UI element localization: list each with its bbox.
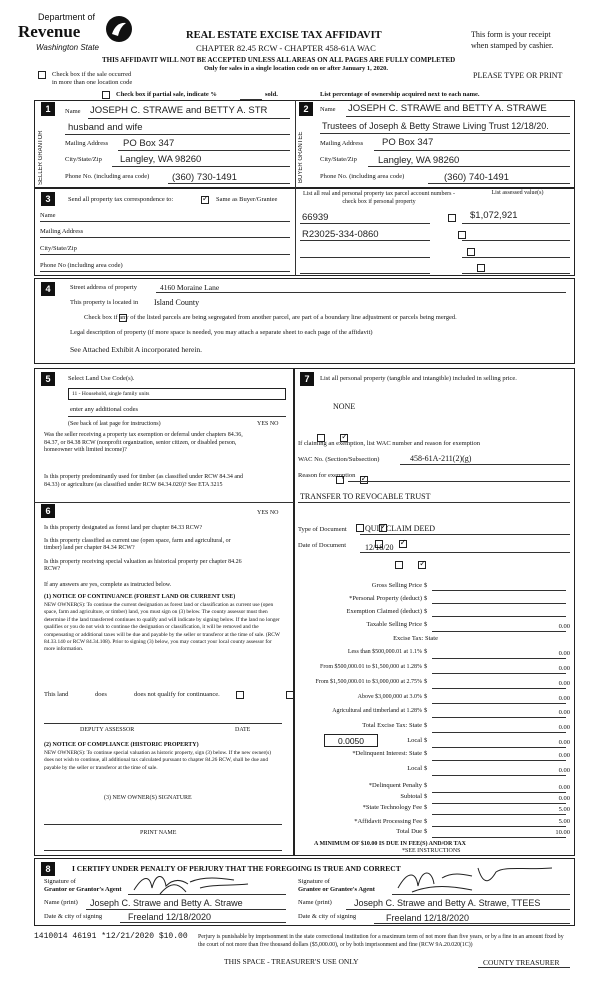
tax-b3-line <box>432 688 566 689</box>
same-as-buyer-label: Same as Buyer/Grantee <box>216 196 278 203</box>
treasurer-line <box>478 967 570 968</box>
notice-1-title: (1) NOTICE OF CONTINUANCE (FOREST LAND OR CURRENT USE) <box>44 594 236 600</box>
doc-type-label: Type of Document <box>298 526 347 533</box>
assessed-header: List assessed value(s) <box>491 190 544 196</box>
s1-phone-label: Phone No. (including area code) <box>65 173 150 180</box>
s6-q3-yes[interactable] <box>395 561 403 569</box>
land-use-value: 11 - Household, single family units <box>72 391 150 397</box>
tax-excise-label: Excise Tax: State <box>393 635 438 642</box>
tax-subtotal-label: Subtotal <box>400 793 422 800</box>
s1-city-label: City/State/Zip <box>65 156 102 163</box>
grantee-name-label: Name (print) <box>298 899 332 906</box>
tax-ag-line <box>432 717 566 718</box>
s1-mail-line <box>118 150 290 151</box>
tax-delinq-state-dollar: $ <box>424 750 428 757</box>
s6-ifany: If any answers are yes, complete as instructed below. <box>44 582 172 588</box>
receipt-line1: This form is your receipt <box>471 30 551 39</box>
s6-q1: Is this property designated as forest land per chapter 84.33 RCW? <box>44 525 203 531</box>
county-treasurer: COUNTY TREASURER <box>483 958 560 967</box>
s1-phone-line <box>168 183 290 184</box>
divider-3 <box>295 188 296 276</box>
wac-value[interactable]: 458-61A-211(2)(g) <box>410 454 472 463</box>
grantee-name-line <box>346 909 570 910</box>
pct-instruction: List percentage of ownership acquired next to each name. <box>320 91 480 98</box>
tax-local2-value: 0.00 <box>558 767 570 774</box>
grantor-name-line <box>86 909 286 910</box>
tax-penalty-dollar: $ <box>424 782 428 789</box>
send-label: Send all property tax correspondence to: <box>68 196 174 203</box>
section-5-number: 5 <box>41 372 55 386</box>
tax-tech-line <box>432 814 566 815</box>
section-7-number: 7 <box>300 372 314 386</box>
reason-line2 <box>298 502 570 503</box>
reason-value[interactable]: TRANSFER TO REVOCABLE TRUST <box>300 492 431 501</box>
s2-phone-label: Phone No. (including area code) <box>320 173 405 180</box>
tax-b3-dollar: $ <box>424 678 428 685</box>
tax-b2-dollar: $ <box>424 663 428 670</box>
parcel-line-2 <box>300 240 430 241</box>
tax-b1-label: Less than $500,000.01 at 1.1% <box>347 649 422 655</box>
state-label: Washington State <box>36 43 100 52</box>
s1-name-line <box>88 118 290 119</box>
tax-penalty-line <box>432 792 566 793</box>
tax-affidavit-label: *Affidavit Processing Fee <box>354 818 422 825</box>
reason-label: Reason for exemption <box>298 472 356 479</box>
new-owner-sig-label: (3) NEW OWNER(S) SIGNATURE <box>104 795 192 801</box>
seller-side-label: SELLER GRANTOR <box>38 130 44 185</box>
type-print: PLEASE TYPE OR PRINT <box>473 71 563 80</box>
street-value[interactable]: 4160 Moraine Lane <box>160 283 220 292</box>
s3-name-line <box>40 221 290 222</box>
assessed-value-1[interactable]: $1,072,921 <box>470 210 518 221</box>
tax-local2-label: Local <box>407 765 422 772</box>
s5-q1: Was the seller receiving a property tax exemption or deferral under chapters 84.36, 84.37, or 84.38 RCW (nonprofit organization, senior citizen, or disabled person, homeowner with limited income)? <box>44 432 243 453</box>
sold-label: sold. <box>265 91 278 98</box>
tax-subtotal-value: 0.00 <box>558 795 570 802</box>
buyer-side-label: BUYER GRANTEE <box>298 131 304 184</box>
s2-name2-line <box>320 133 570 134</box>
tax-gross-dollar: $ <box>424 582 428 589</box>
tax-delinq-state-line <box>432 760 566 761</box>
seller-phone[interactable]: (360) 730-1491 <box>172 172 237 183</box>
reason-line <box>348 481 570 482</box>
personal-prop-checkbox-1[interactable] <box>448 214 456 222</box>
partial-sale-checkbox[interactable] <box>102 91 110 99</box>
buyer-phone[interactable]: (360) 740-1491 <box>444 172 509 183</box>
tax-minimum: A MINIMUM OF $10.00 IS DUE IN FEE(S) AND/OR TAX <box>314 841 466 847</box>
s6-q3: Is this property receiving special valuation as historical property per chapter 84.26 RCW? <box>44 559 242 572</box>
value-line-4 <box>462 273 570 274</box>
revenue-logo-icon <box>104 14 134 44</box>
s1-mail-label: Mailing Address <box>65 140 109 147</box>
this-land-label: This land <box>44 691 69 698</box>
tax-ag-value: 0.00 <box>558 709 570 716</box>
value-line-3 <box>462 257 570 258</box>
grantee-date[interactable]: Freeland 12/18/2020 <box>386 913 470 923</box>
form-title: REAL ESTATE EXCISE TAX AFFIDAVIT <box>186 30 382 41</box>
tax-b3-value: 0.00 <box>558 680 570 687</box>
tax-affidavit-dollar: $ <box>424 818 428 825</box>
personal-prop-checkbox-3[interactable] <box>467 248 475 256</box>
grantee-sig-line <box>392 894 570 895</box>
cashier-stamp: 1410014 46191 *12/21/2020 $10.00 <box>34 932 188 941</box>
s2-mail-label: Mailing Address <box>320 140 364 147</box>
receipt-line2: when stamped by cashier. <box>471 41 554 50</box>
seller-city[interactable]: Langley, WA 98260 <box>120 154 202 165</box>
s6-yes-no: YES NO <box>257 510 279 516</box>
parcel-line-1 <box>300 223 430 224</box>
parcel-line-4 <box>300 273 430 274</box>
grantor-sig-line <box>128 894 286 895</box>
seller-name[interactable]: JOSEPH C. STRAWE and BETTY A. STR <box>90 105 268 116</box>
parcels-header: List all real and personal property tax parcel account numbers - check box if personal property <box>303 191 455 205</box>
tax-ag-dollar: $ <box>424 707 428 714</box>
tax-b3-label: From $1,500,000.01 to $3,000,000 at 2.75% <box>315 679 422 685</box>
tax-affidavit-line <box>432 826 566 827</box>
additional-codes-label: enter any additional codes <box>70 406 139 413</box>
section-1-number: 1 <box>41 102 55 116</box>
multi-location-label: Check box if the sale occurred <box>52 71 132 78</box>
tax-see: *SEE INSTRUCTIONS <box>402 848 461 854</box>
s6-q2: Is this property classified as current use (open space, farm and agricultural, or timber) land per chapter 84.34 RCW? <box>44 538 231 551</box>
grantee-date-line <box>374 923 570 924</box>
doc-date-line <box>360 552 570 553</box>
tax-b1-dollar: $ <box>424 648 428 655</box>
grantor-name[interactable]: Joseph C. Strawe and Betty A. Strawe <box>90 898 243 908</box>
land-use-select[interactable] <box>68 388 286 400</box>
land-use-label: Select Land Use Code(s). <box>68 375 135 382</box>
s2-phone-line <box>428 183 570 184</box>
tax-gross-line[interactable] <box>432 590 566 591</box>
s2-name-label: Name <box>320 106 336 113</box>
s3-phone-line <box>40 271 290 272</box>
tax-b1-line <box>432 658 566 659</box>
grantee-signature-icon[interactable] <box>392 862 562 896</box>
tax-personal-line[interactable] <box>432 603 566 604</box>
s6-q1-yes[interactable] <box>356 524 364 532</box>
s3-mail-label: Mailing Address <box>40 228 84 235</box>
tax-total-state-label: Total Excise Tax: State <box>362 722 422 729</box>
grantee-sig-label: Signature of <box>298 878 330 885</box>
tax-local-line <box>432 747 566 748</box>
personal-prop-checkbox-2[interactable] <box>458 231 466 239</box>
tax-local-label: Local <box>407 737 422 744</box>
s1-name-label: Name <box>65 108 81 115</box>
same-as-buyer-checkbox[interactable] <box>201 196 209 204</box>
tax-b4-dollar: $ <box>424 693 428 700</box>
grantee-name[interactable]: Joseph C. Strawe and Betty A. Strawe, TTEES <box>354 898 541 908</box>
local-rate-box[interactable] <box>324 734 378 747</box>
multi-location-checkbox[interactable] <box>38 71 46 79</box>
tax-table <box>296 578 574 853</box>
warning-text: THIS AFFIDAVIT WILL NOT BE ACCEPTED UNLESS ALL AREAS ON ALL PAGES ARE FULLY COMPLETED <box>102 56 456 64</box>
parcel-1[interactable]: 66939 <box>302 212 329 223</box>
tax-b2-value: 0.00 <box>558 665 570 672</box>
grantor-sig-label2: Grantor or Grantor's Agent <box>44 886 122 893</box>
grantor-name-label: Name (print) <box>44 899 78 906</box>
legal-value[interactable]: See Attached Exhibit A incorporated herein. <box>70 345 203 354</box>
dept-label: Department of <box>38 12 96 22</box>
tax-ag-label: Agricultural and timberland at 1.28% <box>332 708 422 714</box>
print-name-line[interactable] <box>44 850 282 851</box>
section-6-number: 6 <box>41 504 55 518</box>
tax-penalty-value: 0.00 <box>558 784 570 791</box>
treasurer-space: THIS SPACE - TREASURER'S USE ONLY <box>224 957 359 966</box>
divider-1-2 <box>295 100 296 188</box>
tax-personal-dollar: $ <box>424 595 428 602</box>
buyer-name2[interactable]: Trustees of Joseph & Betty Strawe Living Trust 12/18/20. <box>322 121 549 131</box>
tax-taxable-dollar: $ <box>424 621 428 628</box>
s3-mail-line <box>40 237 290 238</box>
tax-b4-value: 0.00 <box>558 695 570 702</box>
seller-name2[interactable]: husband and wife <box>68 122 143 133</box>
parcel-2[interactable]: R23025-334-0860 <box>302 229 379 240</box>
s1-name2-line <box>65 134 290 135</box>
grantee-date-label: Date & city of signing <box>298 913 357 920</box>
deputy-label: DEPUTY ASSESSOR <box>80 727 135 733</box>
personal-list-value[interactable]: NONE <box>333 402 356 411</box>
see-back-label: (See back of last page for instructions) <box>68 421 161 427</box>
tax-local2-dollar: $ <box>424 765 428 772</box>
tax-tech-value: 5.00 <box>558 806 570 813</box>
section-3-number: 3 <box>41 192 55 206</box>
grantee-sig-label2: Grantee or Grantee's Agent <box>298 886 375 893</box>
print-name-label: PRINT NAME <box>140 830 177 836</box>
county-value[interactable]: Island County <box>154 298 200 307</box>
form-chapter: CHAPTER 82.45 RCW - CHAPTER 458-61A WAC <box>196 43 376 53</box>
parcel-line-3 <box>300 257 430 258</box>
doc-type-line <box>360 534 570 535</box>
additional-codes-line <box>68 416 286 417</box>
tax-total-line <box>432 837 566 838</box>
s5-s6-divider <box>34 502 294 503</box>
s5-yes-no: YES NO <box>257 421 279 427</box>
s3-name-label: Name <box>40 212 56 219</box>
tax-total-dollar: $ <box>424 828 428 835</box>
tax-b4-line <box>432 703 566 704</box>
located-label: This property is located in <box>70 299 139 306</box>
grantor-date-line <box>120 922 286 923</box>
not-qualify-label: does not qualify for continuance. <box>134 691 220 698</box>
tax-taxable-value: 0.00 <box>558 623 570 630</box>
tax-gross-label: Gross Selling Price <box>371 582 422 589</box>
tax-total-label: Total Due <box>396 828 422 835</box>
tax-exemption-dollar: $ <box>424 608 428 615</box>
tax-taxable-line <box>432 631 566 632</box>
personal-list-label: List all personal property (tangible and intangible) included in selling price. <box>320 375 517 382</box>
tax-local2-line <box>432 775 566 776</box>
personal-prop-checkbox-4[interactable] <box>477 264 485 272</box>
tax-personal-label: *Personal Property (deduct) <box>349 595 422 602</box>
grantor-date-label: Date & city of signing <box>44 913 103 920</box>
tax-tech-dollar: $ <box>424 804 428 811</box>
s2-name-line <box>346 116 570 117</box>
segregated-label: Check box if any of the listed parcels are being segregated from another parcel, are part of a boundary line adjustment or parcels being merged. <box>84 314 457 321</box>
perjury-text: Perjury is punishable by imprisonment in the state correctional institution for a maximum term of not more than five years, or by a fine in an amount fixed by the court of not more than five thousand dollars ($5,000.00), or by both imprisonment and fine (RCW 9A.20.020(1C)) <box>198 934 564 948</box>
s2-city-label: City/State/Zip <box>320 156 357 163</box>
s6-q2-no[interactable] <box>399 540 407 548</box>
tax-subtotal-line <box>432 803 566 804</box>
certify-text: I CERTIFY UNDER PENALTY OF PERJURY THAT THE FOREGOING IS TRUE AND CORRECT <box>72 864 401 873</box>
notice-1-text: NEW OWNER(S): To continue the current designation as forest land or classification as current use (open space, farm and agriculture, or timber) land, you must sign on (3) below. The county assessor must then determine if the land transferred continues to qualify and will indicate by signing below. If the land no longer qualifies or you do not wish to continue the designation or classification, it will be removed and the compensating or additional taxes will be due and payable by the seller or transferor at the time of sale. (RCW 84.33.140 or RCW 84.34.108). Prior to signing (3) below, you may contact your local county assessor for more information. <box>44 602 280 653</box>
tax-exemption-label: Exemption Claimed (deduct) <box>346 608 422 615</box>
multi-location-label2: in more than one location code <box>52 79 133 86</box>
revenue-label: Revenue <box>18 22 81 41</box>
s3-city-line <box>40 254 290 255</box>
section-2-number: 2 <box>299 102 313 116</box>
buyer-city[interactable]: Langley, WA 98260 <box>378 155 460 166</box>
tax-total-state-line <box>432 732 566 733</box>
wac-line <box>400 464 570 465</box>
section-8-number: 8 <box>41 862 55 876</box>
does-label: does <box>95 691 107 698</box>
street-line <box>156 292 566 293</box>
s1-city-line <box>112 166 290 167</box>
tax-b2-line <box>432 673 566 674</box>
tax-total-state-value: 0.00 <box>558 724 570 731</box>
buyer-mail[interactable]: PO Box 347 <box>382 137 434 148</box>
deputy-date-label: DATE <box>235 727 251 733</box>
s3-phone-label: Phone No (including area code) <box>40 262 123 269</box>
tax-local-value: 0.00 <box>558 739 570 746</box>
buyer-name[interactable]: JOSEPH C. STRAWE and BETTY A. STRAWE <box>348 103 547 114</box>
notice-2-title: (2) NOTICE OF COMPLIANCE (HISTORIC PROPERTY) <box>44 742 199 748</box>
local-rate-value: 0.0050 <box>338 736 364 746</box>
value-line-1 <box>462 223 570 224</box>
dept-logo <box>14 10 134 56</box>
wac-label: WAC No. (Section/Subsection) <box>298 456 380 463</box>
doc-type-value[interactable]: QUIT CLAIM DEED <box>365 524 436 533</box>
tax-b1-value: 0.00 <box>558 650 570 657</box>
tax-delinq-state-label: *Delinquent Interest: State <box>352 750 422 757</box>
tax-b4-label: Above $3,000,000 at 3.0% <box>357 694 422 700</box>
doc-date-label: Date of Document <box>298 542 347 549</box>
tax-affidavit-value: 5.00 <box>558 818 570 825</box>
doc-date-value[interactable]: 12/18/20 <box>365 543 394 552</box>
s3-city-label: City/State/Zip <box>40 245 77 252</box>
seller-mail[interactable]: PO Box 347 <box>123 138 175 149</box>
section-4-number: 4 <box>41 282 55 296</box>
tax-b2-label: From $500,000.01 to $1,500,000 at 1.28% <box>320 664 422 670</box>
street-label: Street address of property <box>70 284 137 291</box>
tax-total-value: 10.00 <box>555 829 570 836</box>
value-line-2 <box>462 240 570 241</box>
s2-mail-line <box>374 150 570 151</box>
tax-exemption-line[interactable] <box>432 616 566 617</box>
partial-sale-label: Check box if partial sale, indicate % <box>116 91 217 98</box>
s6-q3-no[interactable] <box>418 561 426 569</box>
legal-label: Legal description of property (if more space is needed, you may attach a separate sheet to each page of the affidavit) <box>70 329 373 336</box>
notice-2-text: NEW OWNER(S): To continue special valuation as historic property, sign (3) below. If the new owner(s) does not wish to continue, all additional tax calculated pursuant to chapter 84.26 RCW, shall be due and payable by the seller or transferor at the time of sale. <box>44 750 272 771</box>
tax-delinq-state-value: 0.00 <box>558 752 570 759</box>
grantor-date[interactable]: Freeland 12/18/2020 <box>128 912 212 922</box>
s2-city-line <box>368 166 570 167</box>
tax-total-state-dollar: $ <box>424 722 428 729</box>
grantor-sig-label: Signature of <box>44 878 76 885</box>
s5-q2: Is this property predominantly used for timber (as classified under RCW 84.34 and 84.33) or agriculture (as classified under RCW 84.34.020)? See ETA 3215 <box>44 474 244 488</box>
tax-local-dollar: $ <box>424 737 428 744</box>
only-text: Only for sales in a single location code on or after January 1, 2020. <box>204 65 388 72</box>
claim-label: If claiming an exemption, list WAC number and reason for exemption <box>298 440 481 447</box>
tax-taxable-label: Taxable Selling Price <box>366 621 422 628</box>
tax-penalty-label: *Delinquent Penalty <box>368 782 422 789</box>
tax-tech-label: *State Technology Fee <box>362 804 422 811</box>
tax-subtotal-dollar: $ <box>424 793 428 800</box>
